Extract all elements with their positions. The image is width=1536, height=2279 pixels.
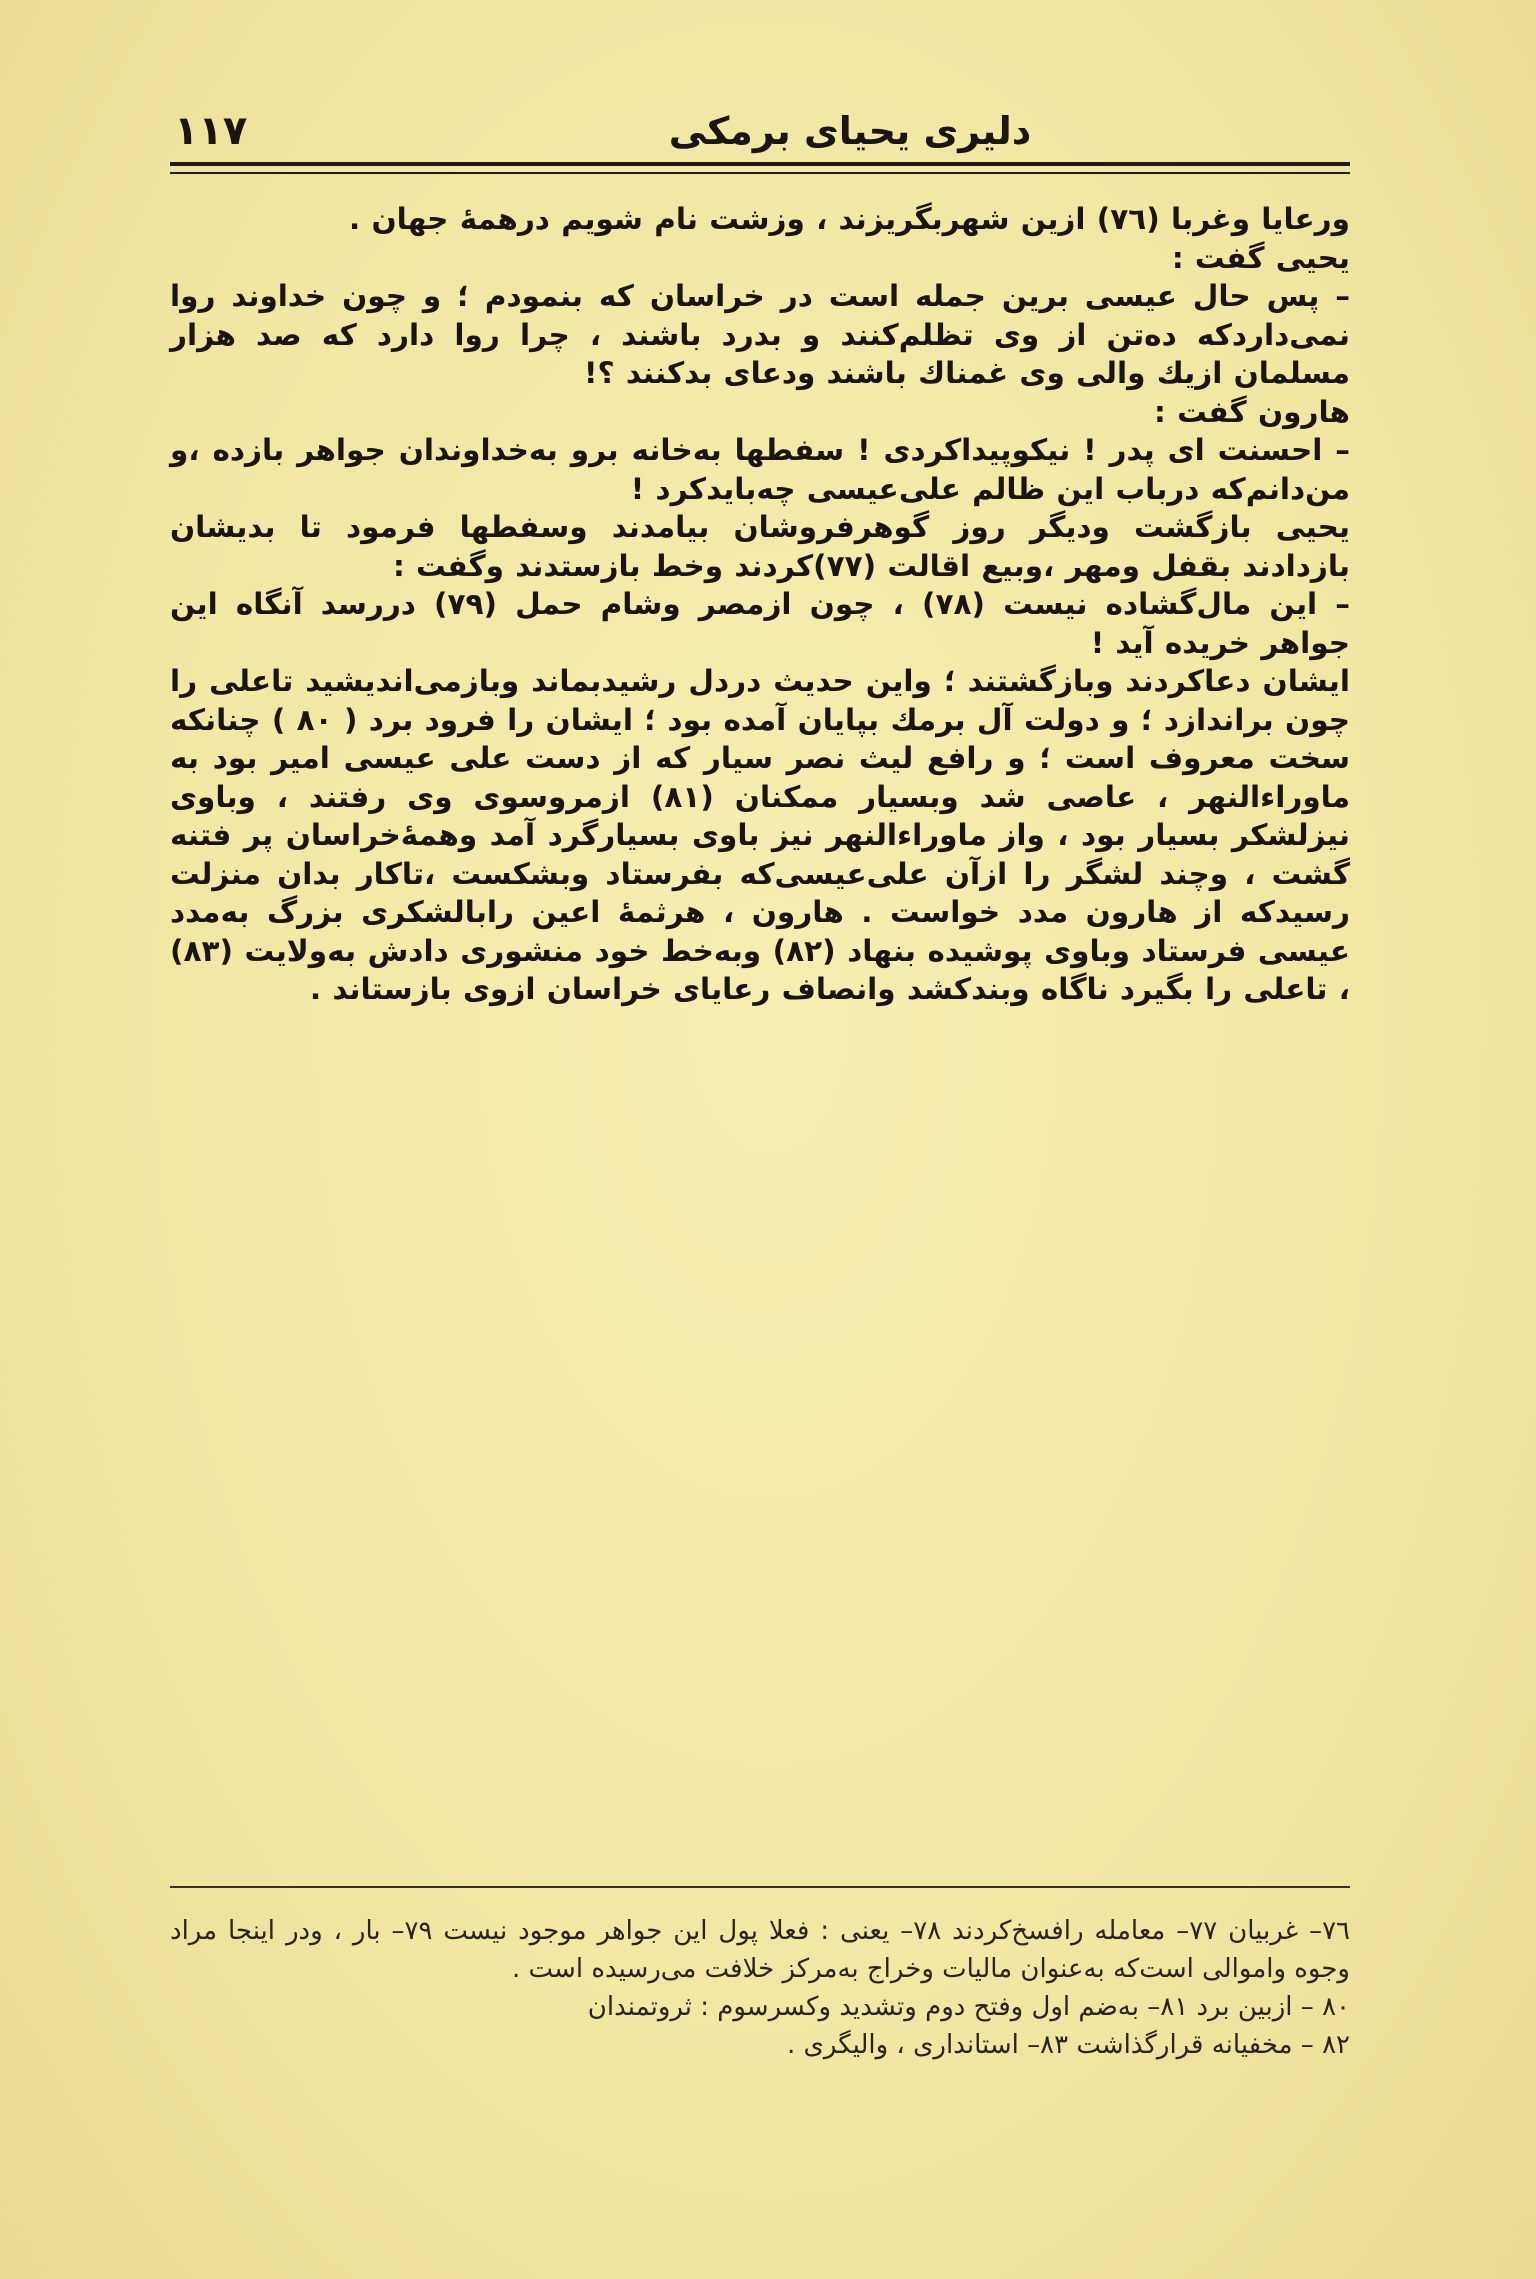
paragraph: هارون گفت : (1154, 394, 1350, 429)
main-text (170, 200, 1350, 1009)
footnote-separator (170, 1886, 1350, 1888)
page-number: ۱۱۷ (174, 108, 248, 154)
header-rule-thin (170, 172, 1350, 174)
paragraph: ورعایا وغربا (۷٦) ازین شهربگریزند ، وزشت نام شویم درهمهٔ جهان . (348, 202, 1350, 236)
paragraph: یحیی گفت : (1171, 240, 1350, 275)
footnote: ۸۰ – ازبین برد ۸۱– به‌ضم اول وفتح دوم وتشدید وکسرسوم : ثروتمندان (587, 1992, 1350, 2022)
paragraph: – پس حال عیسی برین جمله است در خراسان که بنمودم ؛ و چون خداوند روا نمی‌داردکه ده‌تن از وی تظلم‌کنند و بدرد باشند ، چرا روا دارد که صد هزار مسلمان ازیك والی وی غمناك باشند ودعای بدکنند ؟! (170, 279, 1350, 390)
paragraph: یحیی بازگشت ودیگر روز گوهرفروشان بیامدند وسفطها فرمود تا بدیشان بازدادند بقفل ومهر ،وبیع اقالت (۷۷)کردند وخط بازستدند وگفت : (170, 510, 1350, 583)
page-header (170, 100, 1350, 160)
running-title: دلیری یحیای برمکی (668, 109, 1032, 153)
footnotes (170, 1912, 1350, 2064)
paragraph: – احسنت ای پدر ! نیکوپیداکردی ! سفطها به‌خانه برو به‌خداوندان جواهر بازده ،و من‌دانم‌که درباب این ظالم علی‌عیسی چه‌بایدکرد ! (170, 433, 1350, 506)
footnote: ۸۲ – مخفیانه قرارگذاشت ۸۳– استانداری ، والیگری . (787, 2030, 1350, 2060)
footnote: ۷٦– غربیان ۷۷– معامله رافسخ‌کردند ۷۸– یعنی : فعلا پول این جواهر موجود نیست ۷۹– بار ، ودر اینجا مراد وجوه واموالی است‌که به‌عنوان مالیات وخراج به‌مرکز خلافت می‌رسیده است . (170, 1916, 1351, 1984)
paragraph: – این مال‌گشاده نیست (۷۸) ، چون ازمصر وشام حمل (۷۹) دررسد آنگاه این جواهر خریده آید ! (170, 587, 1350, 660)
paragraph: ایشان دعاکردند وبازگشتند ؛ واین حدیث دردل رشیدبماند وبازمی‌اندیشید تاعلی را چون براندازد ؛ و دولت آل برمك بپایان آمده بود ؛ ایشان را فرود برد ( ۸۰ ) چنانکه سخت معروف است ؛ و رافع لیث نصر سیار که از دست علی عیسی امیر بود به ماوراءالنهر ، عاصی شد وبسیار ممکنان (۸۱) ازمروسوی وی رفتند ، وباوی نیزلشکر بسیار بود ، واز ماوراءالنهر نیز باوی بسیارگرد آمد وهمهٔ‌خراسان پر فتنه گشت ، وچند لشگر را ازآن علی‌عیسی‌که بفرستاد وبشکست ،تاکار بدان منزلت رسیدکه از هارون مدد خواست . هارون ، هرثمهٔ اعین رابالشکری بزرگ به‌مدد عیسی فرستاد وباوی پوشیده بنهاد (۸۲) وبه‌خط خود منشوری دادش به‌ولایت (۸۳) ، تاعلی را بگیرد ناگاه وبندکشد وانصاف رعایای خراسان ازوی بازستاند . (170, 664, 1350, 1006)
header-rule-thick (170, 162, 1350, 166)
